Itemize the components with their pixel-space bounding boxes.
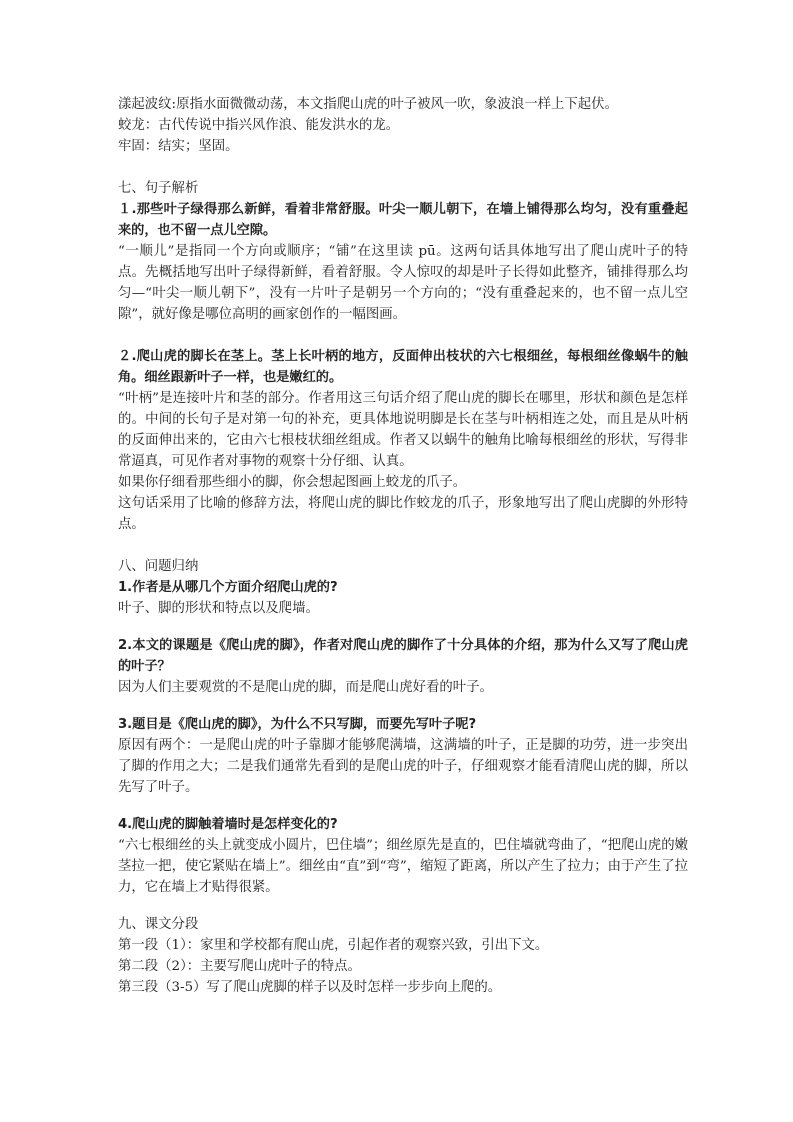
sentence-2-rhetoric: 这句话采用了比喻的修辞方法，将爬山虎的脚比作蛟龙的爪子，形象地写出了爬山虎脚的外形特点。 [118, 496, 688, 532]
sentence-2-quote: 如果你仔细看那些细小的脚，你会想起图画上蛟龙的爪子。 [118, 475, 467, 490]
question-2: 2.本文的课题是《爬山虎的脚》，作者对爬山虎的脚作了十分具体的介绍，那为什么又写了爬山虎的叶子？ [118, 638, 688, 674]
answer-4: “六七根细丝的头上就变成小圆片，巴住墙”；细丝原先是直的，巴住墙就弯曲了，“把爬山虎的嫩茎拉一把，使它紧贴在墙上”。细丝由“直”到“弯”，缩短了距离，所以产生了拉力；由于产生了拉力，它在墙上才贴得很紧。 [118, 838, 688, 895]
question-3: 3.题目是《爬山虎的脚》，为什么不只写脚，而要先写叶子呢? [118, 717, 477, 732]
section-9-title: 九、课文分段 [118, 917, 199, 932]
question-4: 4.爬山虎的脚触着墙时是怎样变化的? [118, 817, 338, 832]
paragraph-division-2: 第二段（2）：主要写爬山虎叶子的特点。 [118, 959, 361, 974]
vocab-line-1: 漾起波纹:原指水面微微动荡，本文指爬山虎的叶子被风一吹，象波浪一样上下起伏。 [118, 97, 618, 112]
sentence-1-heading: １.那些叶子绿得那么新鲜，看着非常舒服。叶尖一顺儿朝下，在墙上铺得那么均匀，没有重叠起来的，也不留一点儿空隙。 [118, 202, 688, 238]
answer-2: 因为人们主要观赏的不是爬山虎的脚，而是爬山虎好看的叶子。 [118, 680, 493, 695]
section-8-title: 八、问题归纳 [118, 559, 199, 574]
sentence-2-heading: ２.爬山虎的脚长在茎上。茎上长叶柄的地方，反面伸出枝状的六七根细丝，每根细丝像蜗牛的触角。细丝跟新叶子一样，也是嫩红的。 [118, 349, 688, 385]
sentence-2-analysis: “叶柄”是连接叶片和茎的部分。作者用这三句话介绍了爬山虎的脚长在哪里，形状和颜色是怎样的。中间的长句子是对第一句的补充，更具体地说明脚是长在茎与叶柄相连之处，而且是从叶柄的反面伸出来的，它由六七根枝状细丝组成。作者又以蜗牛的触角比喻每根细丝的形状，写得非常逼真，可见作者对事物的观察十分仔细、认真。 [118, 391, 688, 469]
paragraph-division-1: 第一段（1）：家里和学校都有爬山虎，引起作者的观察兴致，引出下文。 [118, 938, 549, 953]
question-1: 1.作者是从哪几个方面介绍爬山虎的? [118, 580, 338, 595]
answer-1: 叶子、脚的形状和特点以及爬墙。 [118, 601, 319, 616]
vocab-line-2: 蛟龙：古代传说中指兴风作浪、能发洪水的龙。 [118, 118, 400, 133]
section-7-title: 七、句子解析 [118, 181, 199, 196]
answer-3: 原因有两个：一是爬山虎的叶子靠脚才能够爬满墙，这满墙的叶子，正是脚的功劳，进一步突出了脚的作用之大；二是我们通常先看到的是爬山虎的叶子，仔细观察才能看清爬山虎的脚，所以先写了叶子。 [118, 738, 688, 795]
paragraph-division-3: 第三段（3-5）写了爬山虎脚的样子以及时怎样一步步向上爬的。 [118, 980, 502, 995]
vocab-line-3: 牢固：结实；坚固。 [118, 139, 239, 154]
sentence-1-analysis: “一顺儿”是指同一个方向或顺序；“铺”在这里读 pū。这两句话具体地写出了爬山虎叶子的特点。先概括地写出叶子绿得新鲜，看着舒服。令人惊叹的却是叶子长得如此整齐，铺排得那么均匀—“叶尖一顺儿朝下”，没有一片叶子是朝另一个方向的；“没有重叠起来的，也不留一点儿空隙”，就好像是哪位高明的画家创作的一幅图画。 [118, 244, 688, 322]
document-page [118, 94, 688, 998]
